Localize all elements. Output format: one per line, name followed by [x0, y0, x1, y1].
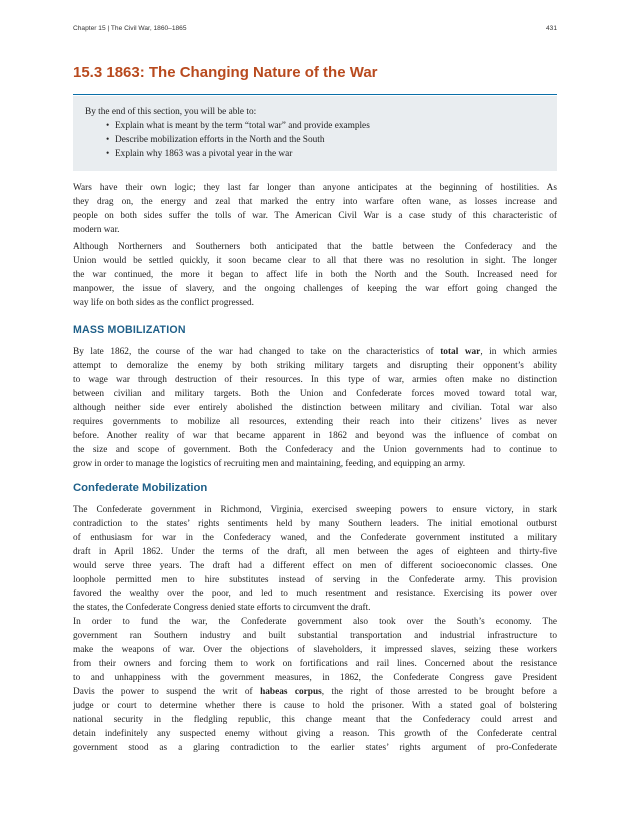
objective-item: • Describe mobilization efforts in the North and the South [115, 133, 545, 147]
text-line: although neither side ever entirely abolished the distinction between military and civilian. Total war also [73, 403, 557, 413]
text-line [73, 685, 557, 699]
text-line: grow in order to manage the logistics of recruiting men and maintaining, feeding, and equipping an army. [73, 459, 466, 469]
running-title: Chapter 15 | The Civil War, 1860–1865 [73, 25, 187, 32]
text-run: , in which armies [480, 347, 557, 357]
text-line: draft in April 1862. Under the terms of the draft, all men between the ages of eighteen and thirty-five [73, 547, 557, 557]
text-line [73, 345, 557, 359]
text-line: between civilian and military targets. Both the Union and Confederate forces moved toward total war, [73, 389, 557, 399]
text-line: the states, the Confederate Congress denied state efforts to circumvent the draft. [73, 603, 371, 613]
text-line: modern war. [73, 225, 120, 235]
page-number: 431 [545, 25, 557, 32]
text-line: the size and scope of government. Both the Confederacy and the Union governments had to continue to [73, 445, 557, 455]
text-line: The Confederate government in Richmond, Virginia, exercised sweeping powers to ensure victory, in stark [73, 505, 557, 515]
text-line: from their owners and forcing them to work on fortifications and rail lines. Concerned about the resistance [73, 659, 557, 669]
paragraph-intro-2 [73, 240, 557, 310]
text-line: they drag on, the energy and zeal that marked the entry into warfare often wane, as losses increase and [73, 197, 557, 207]
section-title: 15.3 1863: The Changing Nature of the War [73, 64, 378, 81]
paragraph-intro-1 [73, 181, 557, 237]
objective-item: • Explain why 1863 was a pivotal year in the war [115, 147, 545, 161]
text-line: In order to fund the war, the Confederate government also took over the South’s economy. The [73, 617, 557, 627]
paragraph-total-war [73, 345, 557, 471]
text-line: contradiction to the states’ rights sentiments held by many Southern leaders. The initial emotional outburst [73, 519, 557, 529]
objectives-list [85, 119, 545, 161]
text-line: to wage war through destruction of their resources. In this type of war, armies often make no distinction [73, 375, 557, 385]
text-line: favored the wealthy over the poor, and led to much resentment and resistance. Exercising its power over [73, 589, 557, 599]
objective-item: • Explain what is meant by the term “total war” and provide examples [115, 119, 545, 133]
text-line: government stood as a glaring contradiction to the earlier states’ rights argument of pro-Confederate [73, 743, 557, 753]
text-line: the war continued, the more it began to affect life in both the North and the South. Increased need for [73, 270, 557, 280]
text-line: way life on both sides as the conflict progressed. [73, 298, 254, 308]
text-line: attempt to demoralize the enemy by both striking military targets and disrupting their opponent’s ability [73, 361, 557, 371]
heading-mass-mobilization: MASS MOBILIZATION [73, 324, 186, 336]
text-line: judge or court to determine whether there is cause to hold the prisoner. With a stated goal of bolstering [73, 701, 557, 711]
text-line: national security in the fledgling republic, this change meant that the Confederacy could arrest and [73, 715, 557, 725]
text-line: to and unhappiness with the government measures, in 1862, the Confederate Congress gave President [73, 673, 557, 683]
paragraph-confederate-economy [73, 615, 557, 755]
objectives-intro: By the end of this section, you will be able to: [85, 107, 257, 117]
title-rule [73, 94, 557, 95]
running-header [73, 25, 557, 32]
text-line: detain indefinitely any suspected enemy without giving a reason. This growth of the Confederate central [73, 729, 557, 739]
text-line: would serve three years. The draft had a different effect on men of different socioeconomic classes. One [73, 561, 557, 571]
text-line: manpower, the issue of slavery, and the ongoing challenges of keeping the war effort going changed the [73, 284, 557, 294]
paragraph-confederate-draft [73, 503, 557, 615]
text-run: By late 1862, the course of the war had changed to take on the characteristics of [73, 347, 441, 357]
text-line: requires governments to mobilize all resources, extending their reach into their citizens’ lives as never [73, 417, 557, 427]
text-line: Wars have their own logic; they last far longer than anyone anticipates at the beginning of hostilities. As [73, 183, 557, 193]
glossary-term-total-war: total war [440, 347, 481, 357]
text-line: of enthusiasm for war in the Confederacy waned, and the Confederate government instituted a military [73, 533, 557, 543]
text-line: make the weapons of war. Over the objections of slaveholders, it impressed slaves, seizing these workers [73, 645, 557, 655]
learning-objectives-box [73, 96, 557, 171]
text-line: Although Northerners and Southerners both anticipated that the battle between the Confederacy and the [73, 242, 557, 252]
text-run: , the right of those arrested to be brought before a [321, 687, 557, 697]
text-line: government ran Southern industry and built substantial transportation and industrial infrastructure to [73, 631, 557, 641]
text-line: people on both sides suffer the tolls of war. The American Civil War is a case study of this characteristic of [73, 211, 557, 221]
glossary-term-habeas-corpus: habeas corpus [260, 687, 322, 697]
text-run: Davis the power to suspend the writ of [73, 687, 261, 697]
text-line: before. Another reality of war that became apparent in 1862 and beyond was the influence of combat on [73, 431, 557, 441]
text-line: Union would be settled quickly, it soon became clear to all that there was no resolution in sight. The longer [73, 256, 557, 266]
text-line: loophole permitted men to hire substitutes instead of serving in the Confederate army. This provision [73, 575, 557, 585]
heading-confederate-mobilization: Confederate Mobilization [73, 482, 208, 494]
